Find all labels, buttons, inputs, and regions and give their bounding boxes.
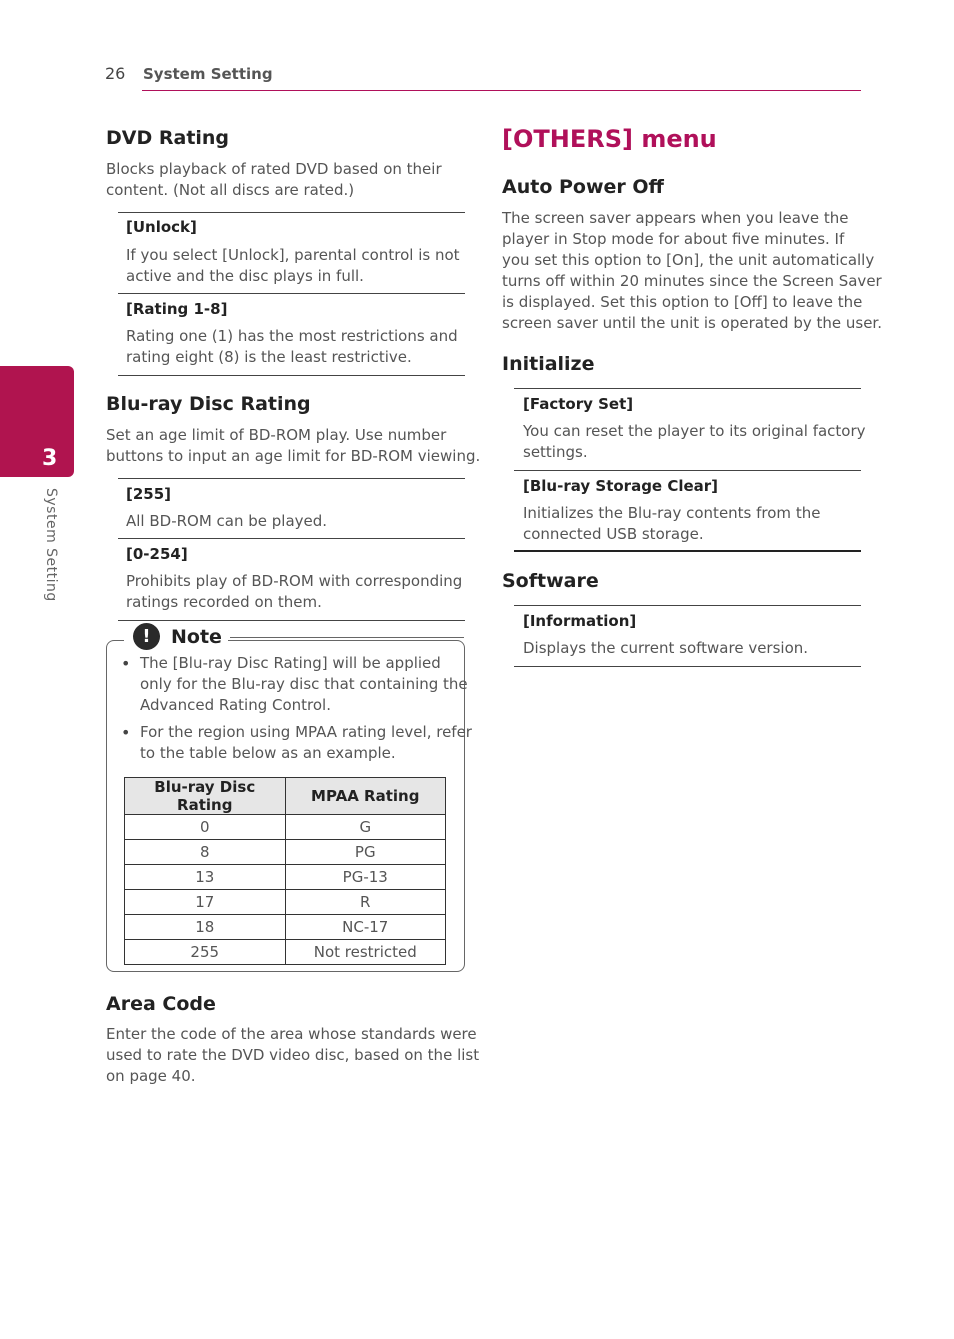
initialize-heading: Initialize: [502, 353, 595, 375]
desc-line: buttons to input an age limit for BD-ROM viewing.: [106, 447, 481, 465]
desc-line: used to rate the DVD video disc, based on the list: [106, 1046, 480, 1064]
area-code-heading: Area Code: [106, 993, 216, 1015]
option-0-254-term: [0-254]: [126, 545, 188, 563]
note-line-text: For the region using MPAA rating level, refer: [140, 723, 472, 741]
desc-line: settings.: [523, 443, 588, 461]
table-cell: 13: [125, 865, 286, 890]
table-cell: R: [285, 890, 446, 915]
table-cell: 0: [125, 815, 286, 840]
desc-line: rating eight (8) is the least restrictive.: [126, 348, 412, 366]
desc-line: You can reset the player to its original factory: [523, 422, 866, 440]
table-row: [125, 840, 446, 865]
bullet-icon: •: [121, 723, 131, 742]
desc-line: Initializes the Blu-ray contents from the: [523, 504, 821, 522]
exclamation-icon: !: [133, 623, 160, 650]
note-bullet-2: [140, 722, 472, 764]
table-cell: 17: [125, 890, 286, 915]
note-line-text: Advanced Rating Control.: [140, 696, 331, 714]
desc-line: screen saver until the unit is operated by the user.: [502, 314, 882, 332]
desc-line: ratings recorded on them.: [126, 593, 322, 611]
option-255-term: [255]: [126, 485, 172, 503]
column-header: Blu-ray Disc Rating: [125, 778, 286, 815]
desc-line: active and the disc plays in full.: [126, 267, 364, 285]
note-line-text: to the table below as an example.: [140, 744, 396, 762]
option-255-desc: [126, 511, 327, 532]
section-title: System Setting: [143, 65, 273, 83]
bluray-rating-heading: Blu-ray Disc Rating: [106, 393, 311, 415]
divider: [118, 375, 465, 376]
note-line-text: The [Blu-ray Disc Rating] will be applied: [140, 654, 441, 672]
note-bullet-1: [140, 653, 468, 716]
desc-line: connected USB storage.: [523, 525, 704, 543]
desc-line: turns off within 20 minutes since the Screen Saver: [502, 272, 882, 290]
table-row: [125, 865, 446, 890]
chapter-tab: [0, 366, 74, 477]
option-unlock-term: [Unlock]: [126, 218, 197, 236]
divider: [118, 478, 465, 479]
option-unlock-desc: [126, 245, 460, 287]
divider: [514, 470, 861, 471]
option-information-desc: [523, 638, 808, 659]
table-row: [125, 890, 446, 915]
dvd-rating-desc: [106, 159, 442, 201]
option-0-254-desc: [126, 571, 462, 613]
option-factory-set-term: [Factory Set]: [523, 395, 634, 413]
table-cell: 255: [125, 940, 286, 965]
bullet-icon: •: [121, 654, 131, 673]
divider: [118, 538, 465, 539]
dvd-rating-heading: DVD Rating: [106, 127, 230, 149]
table-row: [125, 915, 446, 940]
desc-line: player in Stop mode for about five minutes. If: [502, 230, 845, 248]
divider: [514, 550, 861, 552]
option-rating-desc: [126, 326, 458, 368]
header-divider: [142, 90, 861, 91]
divider: [514, 388, 861, 389]
desc-line: Set an age limit of BD-ROM play. Use number: [106, 426, 447, 444]
table-cell: PG: [285, 840, 446, 865]
desc-line: Rating one (1) has the most restrictions and: [126, 327, 458, 345]
desc-line: Blocks playback of rated DVD based on their: [106, 160, 442, 178]
area-code-desc: [106, 1024, 479, 1087]
divider: [514, 666, 861, 667]
option-rating-term: [Rating 1-8]: [126, 300, 228, 318]
divider: [118, 620, 465, 621]
others-menu-title: [OTHERS] menu: [502, 125, 717, 153]
desc-line: Displays the current software version.: [523, 639, 809, 657]
bluray-rating-desc: [106, 425, 480, 467]
desc-line: All BD-ROM can be played.: [126, 512, 328, 530]
table-cell: 18: [125, 915, 286, 940]
note-label: Note: [171, 626, 222, 648]
desc-line: Prohibits play of BD-ROM with corresponding: [126, 572, 463, 590]
chapter-number: 3: [42, 446, 58, 471]
desc-line: If you select [Unlock], parental control is not: [126, 246, 460, 264]
table-cell: PG-13: [285, 865, 446, 890]
option-storage-clear-term: [Blu-ray Storage Clear]: [523, 477, 719, 495]
column-header: MPAA Rating: [285, 778, 446, 815]
table-header-row: [125, 778, 446, 815]
option-factory-set-desc: [523, 421, 866, 463]
chapter-label: System Setting: [43, 488, 59, 602]
divider: [118, 212, 465, 213]
table-cell: Not restricted: [285, 940, 446, 965]
desc-line: Enter the code of the area whose standards were: [106, 1025, 477, 1043]
software-heading: Software: [502, 570, 599, 592]
table-cell: G: [285, 815, 446, 840]
rating-table: [124, 777, 446, 965]
divider: [118, 293, 465, 294]
option-storage-clear-desc: [523, 503, 820, 545]
divider: [514, 605, 861, 606]
auto-power-off-desc: [502, 208, 882, 334]
desc-line: is displayed. Set this option to [Off] to leave the: [502, 293, 863, 311]
desc-line: you set this option to [On], the unit automatically: [502, 251, 875, 269]
note-header-line: [230, 637, 464, 638]
desc-line: on page 40.: [106, 1067, 196, 1085]
page-number: 26: [105, 64, 126, 83]
table-row: [125, 815, 446, 840]
auto-power-off-heading: Auto Power Off: [502, 176, 664, 198]
desc-line: content. (Not all discs are rated.): [106, 181, 355, 199]
desc-line: The screen saver appears when you leave the: [502, 209, 849, 227]
option-information-term: [Information]: [523, 612, 637, 630]
table-row: [125, 940, 446, 965]
note-line-text: only for the Blu-ray disc that containing the: [140, 675, 468, 693]
table-cell: NC-17: [285, 915, 446, 940]
table-cell: 8: [125, 840, 286, 865]
